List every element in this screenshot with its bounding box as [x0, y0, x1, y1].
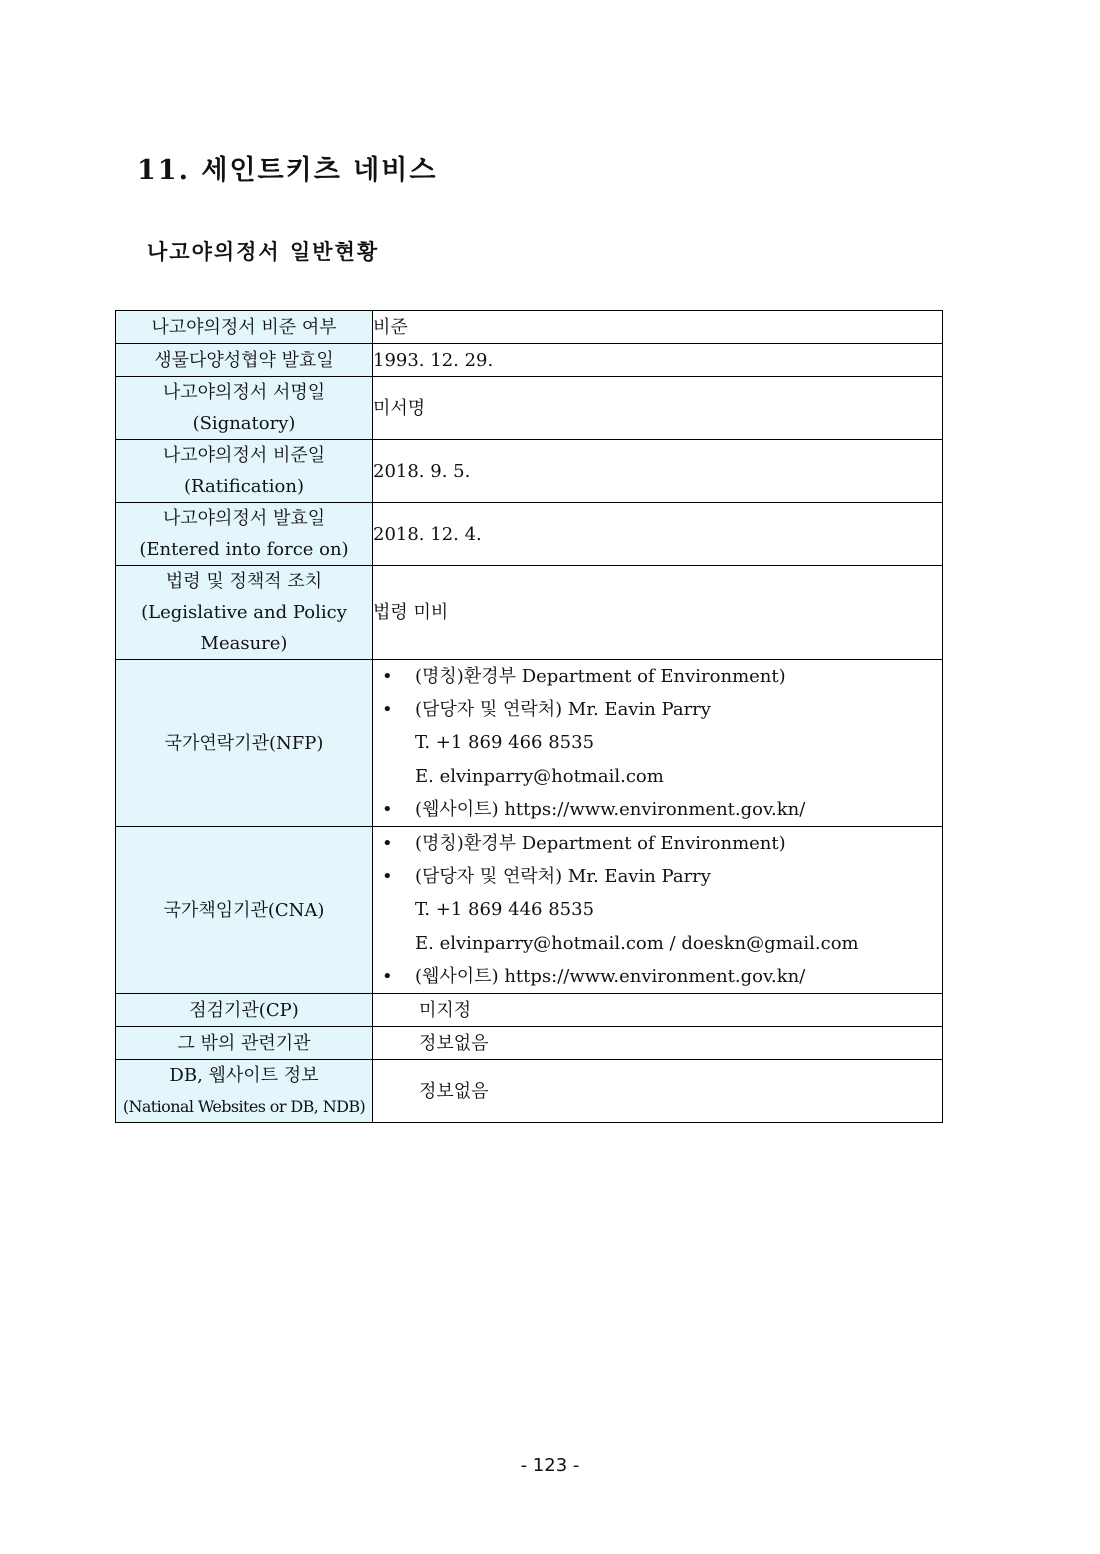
table-row: [116, 311, 943, 344]
row-label-line: 나고야의정서 비준 여부: [151, 316, 337, 338]
section-title: 나고야의정서 일반현황: [147, 239, 380, 264]
cna-contact-cell: [373, 827, 943, 994]
table-row: [116, 1060, 943, 1123]
row-label-line: 점검기관(CP): [189, 999, 299, 1021]
row-label: [116, 503, 373, 566]
nfp-contact-list: [373, 660, 942, 826]
list-item: • (담당자 및 연락처) Mr. Eavin Parry: [373, 860, 942, 893]
row-value: 미지정: [373, 994, 943, 1027]
row-label-line: 생물다양성협약 발효일: [154, 349, 334, 371]
row-label-line: 나고야의정서 비준일: [162, 445, 326, 466]
protocol-status-table: [115, 310, 943, 1123]
list-item: • (담당자 및 연락처) Mr. Eavin Parry: [373, 693, 942, 726]
row-label: [116, 1060, 373, 1123]
row-label: [116, 377, 373, 440]
row-label-line: DB, 웹사이트 정보: [169, 1065, 319, 1087]
table-row: [116, 503, 943, 566]
row-label-line: 국가연락기관(NFP): [164, 732, 324, 754]
row-label: [116, 994, 373, 1027]
list-item: T. +1 869 466 8535: [415, 732, 595, 754]
row-value: 법령 미비: [373, 566, 943, 660]
row-label: [116, 566, 373, 660]
row-label-line: Measure): [200, 633, 288, 654]
row-value: 정보없음: [373, 1060, 943, 1123]
row-value: 비준: [373, 311, 943, 344]
row-label: [116, 311, 373, 344]
page-number: - 123 -: [520, 1455, 580, 1476]
list-item: • (명칭)환경부 Department of Environment): [373, 660, 942, 693]
row-label-line: (Ratification): [184, 476, 304, 497]
cna-contact-list: [373, 827, 942, 993]
list-item: • (웹사이트) https://www.environment.gov.kn/: [373, 793, 942, 826]
row-label-line: 나고야의정서 발효일: [162, 508, 326, 529]
table-row: [116, 566, 943, 660]
nfp-contact-cell: [373, 660, 943, 827]
row-value: 2018. 12. 4.: [373, 503, 943, 566]
row-label-line: (Signatory): [192, 413, 296, 434]
row-label-line: (National Websites or DB, NDB): [122, 1097, 366, 1117]
list-item: T. +1 869 446 8535: [415, 899, 595, 921]
page-title: 11. 세인트키츠 네비스: [137, 155, 438, 186]
list-item: • (웹사이트) https://www.environment.gov.kn/: [373, 960, 942, 993]
row-label: [116, 1027, 373, 1060]
row-value: 미서명: [373, 377, 943, 440]
row-label-line: 법령 및 정책적 조치: [165, 571, 323, 592]
list-item: E. elvinparry@hotmail.com: [415, 765, 664, 787]
list-item: • (명칭)환경부 Department of Environment): [373, 827, 942, 860]
row-label: [116, 344, 373, 377]
row-value: 1993. 12. 29.: [373, 344, 943, 377]
row-label: [116, 660, 373, 827]
table-row: [116, 377, 943, 440]
table-row: [116, 994, 943, 1027]
table-row: [116, 344, 943, 377]
table-row: [116, 440, 943, 503]
row-label-line: 나고야의정서 서명일: [162, 382, 326, 403]
row-value: 정보없음: [373, 1027, 943, 1060]
table-row: [116, 1027, 943, 1060]
row-label: [116, 827, 373, 994]
row-label-line: 그 밖의 관련기관: [177, 1032, 311, 1054]
row-value: 2018. 9. 5.: [373, 440, 943, 503]
row-label-line: (Legislative and Policy: [141, 602, 347, 623]
table-row: [116, 660, 943, 827]
row-label-line: 국가책임기관(CNA): [163, 899, 325, 921]
list-item: E. elvinparry@hotmail.com / doeskn@gmail.com: [415, 932, 859, 954]
table-row: [116, 827, 943, 994]
row-label: [116, 440, 373, 503]
row-label-line: (Entered into force on): [139, 539, 349, 560]
